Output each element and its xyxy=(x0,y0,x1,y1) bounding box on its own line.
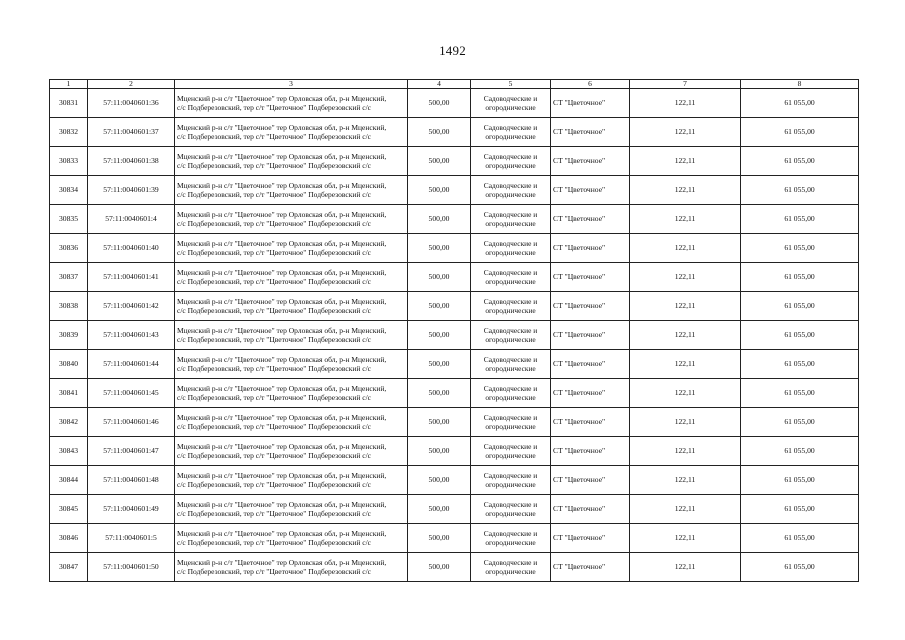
land-use-line-2: огороднические xyxy=(485,306,536,315)
address-line-2: с/с Подберезовский, тер с/т "Цветочное" Подберезовский с/с xyxy=(177,132,372,141)
table-row xyxy=(50,524,859,553)
cadastral-value-cell: 61 055,00 xyxy=(741,147,859,176)
unit-price-cell: 122,11 xyxy=(630,205,741,234)
unit-price-cell: 122,11 xyxy=(630,147,741,176)
land-use-cell xyxy=(471,350,551,379)
address-line-2: с/с Подберезовский, тер с/т "Цветочное" Подберезовский с/с xyxy=(177,451,372,460)
cadastral-number: 57:11:0040601:45 xyxy=(88,379,175,408)
table-row xyxy=(50,466,859,495)
table-body xyxy=(50,89,859,582)
cadastral-value-cell: 61 055,00 xyxy=(741,553,859,582)
organization-cell: СТ "Цветочное" xyxy=(551,321,630,350)
unit-price-cell: 122,11 xyxy=(630,524,741,553)
address-line-1: Мценский р-н с/т "Цветочное" тер Орловская обл, р-н Мценский, xyxy=(177,325,387,335)
row-number: 30837 xyxy=(50,263,88,292)
table-row xyxy=(50,350,859,379)
address-cell xyxy=(175,466,408,495)
land-use-line-2: огороднические xyxy=(485,509,536,518)
land-use-line-2: огороднические xyxy=(485,567,536,576)
address-line-1: Мценский р-н с/т "Цветочное" тер Орловская обл, р-н Мценский, xyxy=(177,122,387,132)
land-use-line-2: огороднические xyxy=(485,451,536,460)
land-use-line-1: Садоводческие и xyxy=(483,383,538,393)
row-number: 30835 xyxy=(50,205,88,234)
land-use-cell xyxy=(471,466,551,495)
unit-price-cell: 122,11 xyxy=(630,466,741,495)
land-use-line-2: огороднические xyxy=(485,393,536,402)
area-cell: 500,00 xyxy=(408,350,471,379)
row-number: 30836 xyxy=(50,234,88,263)
table-row xyxy=(50,321,859,350)
area-cell: 500,00 xyxy=(408,553,471,582)
unit-price-cell: 122,11 xyxy=(630,89,741,118)
land-use-cell xyxy=(471,147,551,176)
area-cell: 500,00 xyxy=(408,176,471,205)
land-use-line-2: огороднические xyxy=(485,422,536,431)
table-row xyxy=(50,408,859,437)
table-row xyxy=(50,379,859,408)
organization-cell: СТ "Цветочное" xyxy=(551,437,630,466)
area-cell: 500,00 xyxy=(408,408,471,437)
area-cell: 500,00 xyxy=(408,379,471,408)
cadastral-number: 57:11:0040601:5 xyxy=(88,524,175,553)
address-line-1: Мценский р-н с/т "Цветочное" тер Орловская обл, р-н Мценский, xyxy=(177,296,387,306)
organization-cell: СТ "Цветочное" xyxy=(551,495,630,524)
cadastral-number: 57:11:0040601:50 xyxy=(88,553,175,582)
row-number: 30839 xyxy=(50,321,88,350)
land-use-line-2: огороднические xyxy=(485,538,536,547)
land-use-line-1: Садоводческие и xyxy=(483,267,538,277)
address-line-2: с/с Подберезовский, тер с/т "Цветочное" Подберезовский с/с xyxy=(177,219,372,228)
unit-price-cell: 122,11 xyxy=(630,234,741,263)
cadastral-number: 57:11:0040601:40 xyxy=(88,234,175,263)
land-use-line-2: огороднические xyxy=(485,132,536,141)
cadastral-value-cell: 61 055,00 xyxy=(741,176,859,205)
address-cell xyxy=(175,524,408,553)
table-row xyxy=(50,437,859,466)
address-line-1: Мценский р-н с/т "Цветочное" тер Орловская обл, р-н Мценский, xyxy=(177,441,387,451)
cadastral-number: 57:11:0040601:43 xyxy=(88,321,175,350)
cadastral-number: 57:11:0040601:37 xyxy=(88,118,175,147)
organization-cell: СТ "Цветочное" xyxy=(551,553,630,582)
area-cell: 500,00 xyxy=(408,89,471,118)
area-cell: 500,00 xyxy=(408,292,471,321)
table-row xyxy=(50,89,859,118)
cadastral-number: 57:11:0040601:42 xyxy=(88,292,175,321)
address-cell xyxy=(175,118,408,147)
land-use-line-1: Садоводческие и xyxy=(483,557,538,567)
organization-cell: СТ "Цветочное" xyxy=(551,205,630,234)
unit-price-cell: 122,11 xyxy=(630,408,741,437)
land-use-line-2: огороднические xyxy=(485,190,536,199)
land-use-cell xyxy=(471,118,551,147)
area-cell: 500,00 xyxy=(408,234,471,263)
address-cell xyxy=(175,176,408,205)
cadastral-value-cell: 61 055,00 xyxy=(741,466,859,495)
organization-cell: СТ "Цветочное" xyxy=(551,466,630,495)
land-use-line-2: огороднические xyxy=(485,219,536,228)
organization-cell: СТ "Цветочное" xyxy=(551,263,630,292)
cadastral-number: 57:11:0040601:36 xyxy=(88,89,175,118)
land-use-line-2: огороднические xyxy=(485,103,536,112)
address-line-1: Мценский р-н с/т "Цветочное" тер Орловская обл, р-н Мценский, xyxy=(177,267,387,277)
organization-cell: СТ "Цветочное" xyxy=(551,292,630,321)
land-use-line-2: огороднические xyxy=(485,335,536,344)
address-line-2: с/с Подберезовский, тер с/т "Цветочное" Подберезовский с/с xyxy=(177,306,372,315)
land-use-cell xyxy=(471,379,551,408)
land-use-cell xyxy=(471,292,551,321)
cadastral-number: 57:11:0040601:46 xyxy=(88,408,175,437)
table-row xyxy=(50,118,859,147)
cadastral-value-cell: 61 055,00 xyxy=(741,234,859,263)
row-number: 30831 xyxy=(50,89,88,118)
land-use-cell xyxy=(471,408,551,437)
column-header: 8 xyxy=(741,80,859,89)
table-row xyxy=(50,205,859,234)
row-number: 30842 xyxy=(50,408,88,437)
cadastral-value-cell: 61 055,00 xyxy=(741,379,859,408)
row-number: 30834 xyxy=(50,176,88,205)
land-use-cell xyxy=(471,234,551,263)
land-use-line-1: Садоводческие и xyxy=(483,528,538,538)
land-use-cell xyxy=(471,205,551,234)
land-use-cell xyxy=(471,321,551,350)
address-cell xyxy=(175,89,408,118)
organization-cell: СТ "Цветочное" xyxy=(551,408,630,437)
land-registry-table xyxy=(49,79,859,582)
table-row xyxy=(50,176,859,205)
address-line-1: Мценский р-н с/т "Цветочное" тер Орловская обл, р-н Мценский, xyxy=(177,383,387,393)
land-use-line-1: Садоводческие и xyxy=(483,499,538,509)
column-header: 3 xyxy=(175,80,408,89)
cadastral-number: 57:11:0040601:47 xyxy=(88,437,175,466)
column-header: 1 xyxy=(50,80,88,89)
unit-price-cell: 122,11 xyxy=(630,437,741,466)
area-cell: 500,00 xyxy=(408,437,471,466)
land-use-line-1: Садоводческие и xyxy=(483,238,538,248)
address-line-2: с/с Подберезовский, тер с/т "Цветочное" Подберезовский с/с xyxy=(177,567,372,576)
organization-cell: СТ "Цветочное" xyxy=(551,524,630,553)
column-header: 7 xyxy=(630,80,741,89)
organization-cell: СТ "Цветочное" xyxy=(551,89,630,118)
row-number: 30832 xyxy=(50,118,88,147)
land-use-line-2: огороднические xyxy=(485,277,536,286)
cadastral-value-cell: 61 055,00 xyxy=(741,89,859,118)
land-use-cell xyxy=(471,437,551,466)
cadastral-value-cell: 61 055,00 xyxy=(741,118,859,147)
address-cell xyxy=(175,379,408,408)
address-line-1: Мценский р-н с/т "Цветочное" тер Орловская обл, р-н Мценский, xyxy=(177,209,387,219)
area-cell: 500,00 xyxy=(408,524,471,553)
unit-price-cell: 122,11 xyxy=(630,379,741,408)
land-use-line-2: огороднические xyxy=(485,480,536,489)
row-number: 30847 xyxy=(50,553,88,582)
table-row xyxy=(50,495,859,524)
address-line-2: с/с Подберезовский, тер с/т "Цветочное" Подберезовский с/с xyxy=(177,161,372,170)
land-use-line-1: Садоводческие и xyxy=(483,209,538,219)
cadastral-number: 57:11:0040601:49 xyxy=(88,495,175,524)
cadastral-value-cell: 61 055,00 xyxy=(741,408,859,437)
address-line-2: с/с Подберезовский, тер с/т "Цветочное" Подберезовский с/с xyxy=(177,422,372,431)
cadastral-value-cell: 61 055,00 xyxy=(741,524,859,553)
address-line-2: с/с Подберезовский, тер с/т "Цветочное" Подберезовский с/с xyxy=(177,277,372,286)
address-cell xyxy=(175,292,408,321)
row-number: 30845 xyxy=(50,495,88,524)
land-use-line-1: Садоводческие и xyxy=(483,412,538,422)
column-header: 6 xyxy=(551,80,630,89)
area-cell: 500,00 xyxy=(408,147,471,176)
land-use-line-1: Садоводческие и xyxy=(483,354,538,364)
address-line-1: Мценский р-н с/т "Цветочное" тер Орловская обл, р-н Мценский, xyxy=(177,499,387,509)
address-cell xyxy=(175,350,408,379)
address-line-2: с/с Подберезовский, тер с/т "Цветочное" Подберезовский с/с xyxy=(177,480,372,489)
address-line-1: Мценский р-н с/т "Цветочное" тер Орловская обл, р-н Мценский, xyxy=(177,412,387,422)
cadastral-number: 57:11:0040601:4 xyxy=(88,205,175,234)
land-use-line-1: Садоводческие и xyxy=(483,470,538,480)
address-line-1: Мценский р-н с/т "Цветочное" тер Орловская обл, р-н Мценский, xyxy=(177,151,387,161)
land-use-line-2: огороднические xyxy=(485,161,536,170)
address-line-2: с/с Подберезовский, тер с/т "Цветочное" Подберезовский с/с xyxy=(177,538,372,547)
table-row xyxy=(50,553,859,582)
land-use-line-1: Садоводческие и xyxy=(483,325,538,335)
address-line-2: с/с Подберезовский, тер с/т "Цветочное" Подберезовский с/с xyxy=(177,509,372,518)
address-line-1: Мценский р-н с/т "Цветочное" тер Орловская обл, р-н Мценский, xyxy=(177,528,387,538)
address-cell xyxy=(175,408,408,437)
address-line-1: Мценский р-н с/т "Цветочное" тер Орловская обл, р-н Мценский, xyxy=(177,180,387,190)
row-number: 30840 xyxy=(50,350,88,379)
address-cell xyxy=(175,205,408,234)
cadastral-value-cell: 61 055,00 xyxy=(741,263,859,292)
land-use-cell xyxy=(471,553,551,582)
cadastral-value-cell: 61 055,00 xyxy=(741,205,859,234)
organization-cell: СТ "Цветочное" xyxy=(551,379,630,408)
land-use-line-1: Садоводческие и xyxy=(483,93,538,103)
cadastral-number: 57:11:0040601:39 xyxy=(88,176,175,205)
row-number: 30833 xyxy=(50,147,88,176)
land-use-cell xyxy=(471,89,551,118)
land-use-cell xyxy=(471,263,551,292)
area-cell: 500,00 xyxy=(408,466,471,495)
cadastral-number: 57:11:0040601:44 xyxy=(88,350,175,379)
unit-price-cell: 122,11 xyxy=(630,292,741,321)
land-use-line-1: Садоводческие и xyxy=(483,180,538,190)
table-row xyxy=(50,234,859,263)
table-row xyxy=(50,147,859,176)
row-number: 30846 xyxy=(50,524,88,553)
table-header-row xyxy=(50,80,859,89)
land-use-line-1: Садоводческие и xyxy=(483,296,538,306)
column-header: 5 xyxy=(471,80,551,89)
column-header: 2 xyxy=(88,80,175,89)
organization-cell: СТ "Цветочное" xyxy=(551,147,630,176)
row-number: 30843 xyxy=(50,437,88,466)
address-line-2: с/с Подберезовский, тер с/т "Цветочное" Подберезовский с/с xyxy=(177,248,372,257)
cadastral-value-cell: 61 055,00 xyxy=(741,321,859,350)
page-number: 1492 xyxy=(439,43,466,58)
row-number: 30838 xyxy=(50,292,88,321)
area-cell: 500,00 xyxy=(408,205,471,234)
land-use-line-1: Садоводческие и xyxy=(483,441,538,451)
row-number: 30844 xyxy=(50,466,88,495)
unit-price-cell: 122,11 xyxy=(630,553,741,582)
table-row xyxy=(50,263,859,292)
unit-price-cell: 122,11 xyxy=(630,495,741,524)
address-cell xyxy=(175,263,408,292)
organization-cell: СТ "Цветочное" xyxy=(551,118,630,147)
address-cell xyxy=(175,234,408,263)
address-line-1: Мценский р-н с/т "Цветочное" тер Орловская обл, р-н Мценский, xyxy=(177,470,387,480)
address-line-2: с/с Подберезовский, тер с/т "Цветочное" Подберезовский с/с xyxy=(177,335,372,344)
organization-cell: СТ "Цветочное" xyxy=(551,176,630,205)
address-cell xyxy=(175,147,408,176)
column-header: 4 xyxy=(408,80,471,89)
unit-price-cell: 122,11 xyxy=(630,118,741,147)
cadastral-number: 57:11:0040601:38 xyxy=(88,147,175,176)
land-use-line-1: Садоводческие и xyxy=(483,122,538,132)
address-cell xyxy=(175,321,408,350)
address-line-1: Мценский р-н с/т "Цветочное" тер Орловская обл, р-н Мценский, xyxy=(177,93,387,103)
cadastral-value-cell: 61 055,00 xyxy=(741,350,859,379)
address-cell xyxy=(175,437,408,466)
unit-price-cell: 122,11 xyxy=(630,263,741,292)
area-cell: 500,00 xyxy=(408,118,471,147)
cadastral-value-cell: 61 055,00 xyxy=(741,437,859,466)
organization-cell: СТ "Цветочное" xyxy=(551,234,630,263)
land-use-line-2: огороднические xyxy=(485,364,536,373)
row-number: 30841 xyxy=(50,379,88,408)
land-use-cell xyxy=(471,176,551,205)
land-use-line-2: огороднические xyxy=(485,248,536,257)
address-line-1: Мценский р-н с/т "Цветочное" тер Орловская обл, р-н Мценский, xyxy=(177,238,387,248)
table-row xyxy=(50,292,859,321)
unit-price-cell: 122,11 xyxy=(630,350,741,379)
area-cell: 500,00 xyxy=(408,263,471,292)
address-line-2: с/с Подберезовский, тер с/т "Цветочное" Подберезовский с/с xyxy=(177,103,372,112)
cadastral-value-cell: 61 055,00 xyxy=(741,292,859,321)
cadastral-number: 57:11:0040601:41 xyxy=(88,263,175,292)
land-use-cell xyxy=(471,524,551,553)
address-line-1: Мценский р-н с/т "Цветочное" тер Орловская обл, р-н Мценский, xyxy=(177,557,387,567)
area-cell: 500,00 xyxy=(408,321,471,350)
unit-price-cell: 122,11 xyxy=(630,321,741,350)
address-line-1: Мценский р-н с/т "Цветочное" тер Орловская обл, р-н Мценский, xyxy=(177,354,387,364)
address-cell xyxy=(175,553,408,582)
address-line-2: с/с Подберезовский, тер с/т "Цветочное" Подберезовский с/с xyxy=(177,364,372,373)
unit-price-cell: 122,11 xyxy=(630,176,741,205)
area-cell: 500,00 xyxy=(408,495,471,524)
cadastral-value-cell: 61 055,00 xyxy=(741,495,859,524)
address-line-2: с/с Подберезовский, тер с/т "Цветочное" Подберезовский с/с xyxy=(177,190,372,199)
cadastral-number: 57:11:0040601:48 xyxy=(88,466,175,495)
land-use-line-1: Садоводческие и xyxy=(483,151,538,161)
organization-cell: СТ "Цветочное" xyxy=(551,350,630,379)
land-use-cell xyxy=(471,495,551,524)
address-line-2: с/с Подберезовский, тер с/т "Цветочное" Подберезовский с/с xyxy=(177,393,372,402)
address-cell xyxy=(175,495,408,524)
